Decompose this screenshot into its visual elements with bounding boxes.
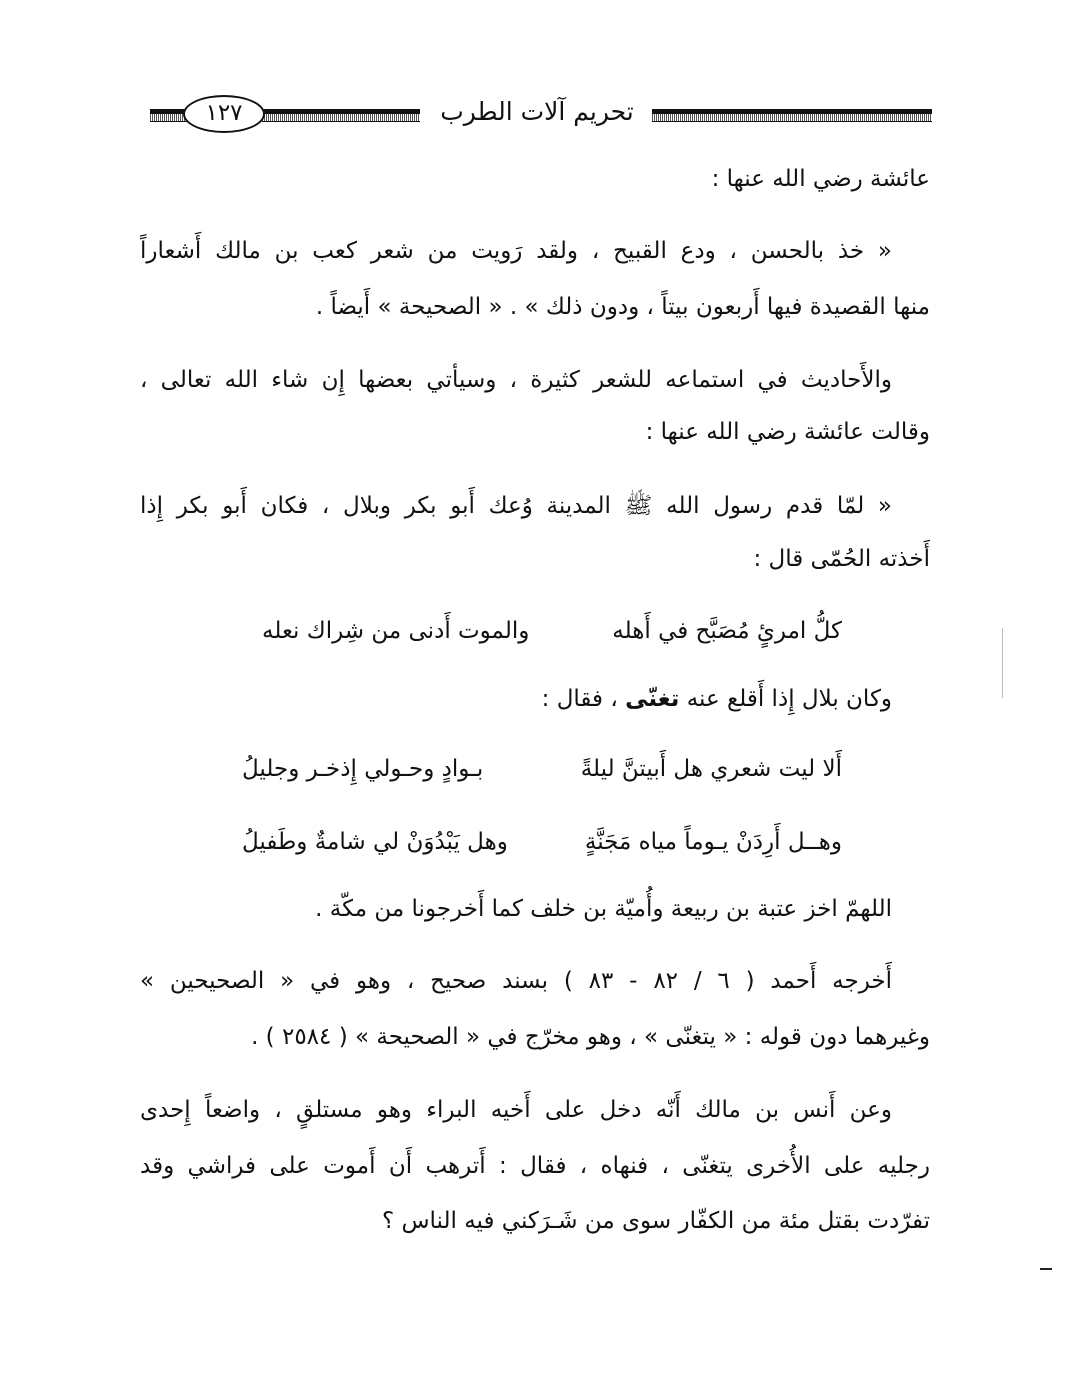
text-line: أَخرجه أَحمد ( ٦ / ٨٢ - ٨٣ ) بسند صحيح ، وهو في « الصحيحين » — [140, 968, 892, 994]
verse-hemistich: بـوادٍ وحـولي إِذخـر وجليلُ — [242, 756, 484, 782]
verse-line — [262, 612, 842, 650]
text-line: « خذ بالحسن ، ودع القبيح ، ولقد رَويت من شعر كعب بن مالك أَشعاراً — [140, 238, 892, 264]
text-line: تفرّدت بقتل مئة من الكفّار سوى من شَـرَكني فيه الناس ؟ — [381, 1208, 930, 1234]
page-number: ١٢٧ — [183, 95, 265, 133]
header-rule-middle — [262, 109, 420, 122]
text-line: رجليه على الأُخرى يتغنّى ، فنهاه ، فقال : أَترهب أَن أَموت على فراشي وقد — [140, 1153, 930, 1179]
text-line: والأَحاديث في استماعه للشعر كثيرة ، وسيأتي بعضها إِن شاء الله تعالى ، — [140, 367, 892, 393]
text-line: عائشة رضي الله عنها : — [711, 166, 930, 192]
text-line: وقالت عائشة رضي الله عنها : — [645, 419, 930, 445]
text-line: وعن أَنس بن مالك أَنّه دخل على أَخيه البراء وهو مستلقٍ ، واضعاً إِحدى — [140, 1097, 892, 1123]
scan-margin-mark — [1002, 628, 1003, 698]
verse-hemistich: أَلا ليت شعري هل أَبيتنَّ ليلةً — [580, 756, 842, 782]
scan-margin-dash — [1040, 1268, 1052, 1270]
verse-hemistich: والموت أَدنى من شِراك نعله — [262, 618, 530, 644]
text-line: منها القصيدة فيها أَربعون بيتاً ، ودون ذلك » . « الصحيحة » أَيضاً . — [315, 294, 930, 320]
verse-hemistich: وهــل أَرِدَنْ يـوماً مياه مَجَنَّةٍ — [584, 829, 842, 855]
text-line: اللهمّ اخز عتبة بن ربيعة وأُميّة بن خلف كما أَخرجونا من مكّة . — [315, 896, 892, 922]
text-line: وغيرهما دون قوله : « يتغنّى » ، وهو مخرّج في « الصحيحة » ( ٢٥٨٤ ) . — [251, 1024, 930, 1050]
header-rule-right — [652, 109, 932, 122]
text-line: أَخذته الحُمّى قال : — [753, 546, 930, 572]
verse-line — [242, 750, 842, 788]
verse-line — [242, 823, 842, 861]
running-title: تحريم آلات الطرب — [440, 97, 634, 126]
text-line: وكان بلال إِذا أَقلع عنه تغنّى ، فقال : — [541, 686, 892, 712]
verse-hemistich: وهل يَبْدُوَنْ لي شامةٌ وطَفيلُ — [242, 829, 508, 855]
verse-hemistich: كلُّ امرئٍ مُصَبَّح في أَهله — [612, 618, 842, 644]
text-line: « لمّا قدم رسول الله ﷺ المدينة وُعك أَبو بكر وبلال ، فكان أَبو بكر إِذا — [140, 493, 892, 519]
emphasis-word: تغنّى — [625, 686, 680, 712]
